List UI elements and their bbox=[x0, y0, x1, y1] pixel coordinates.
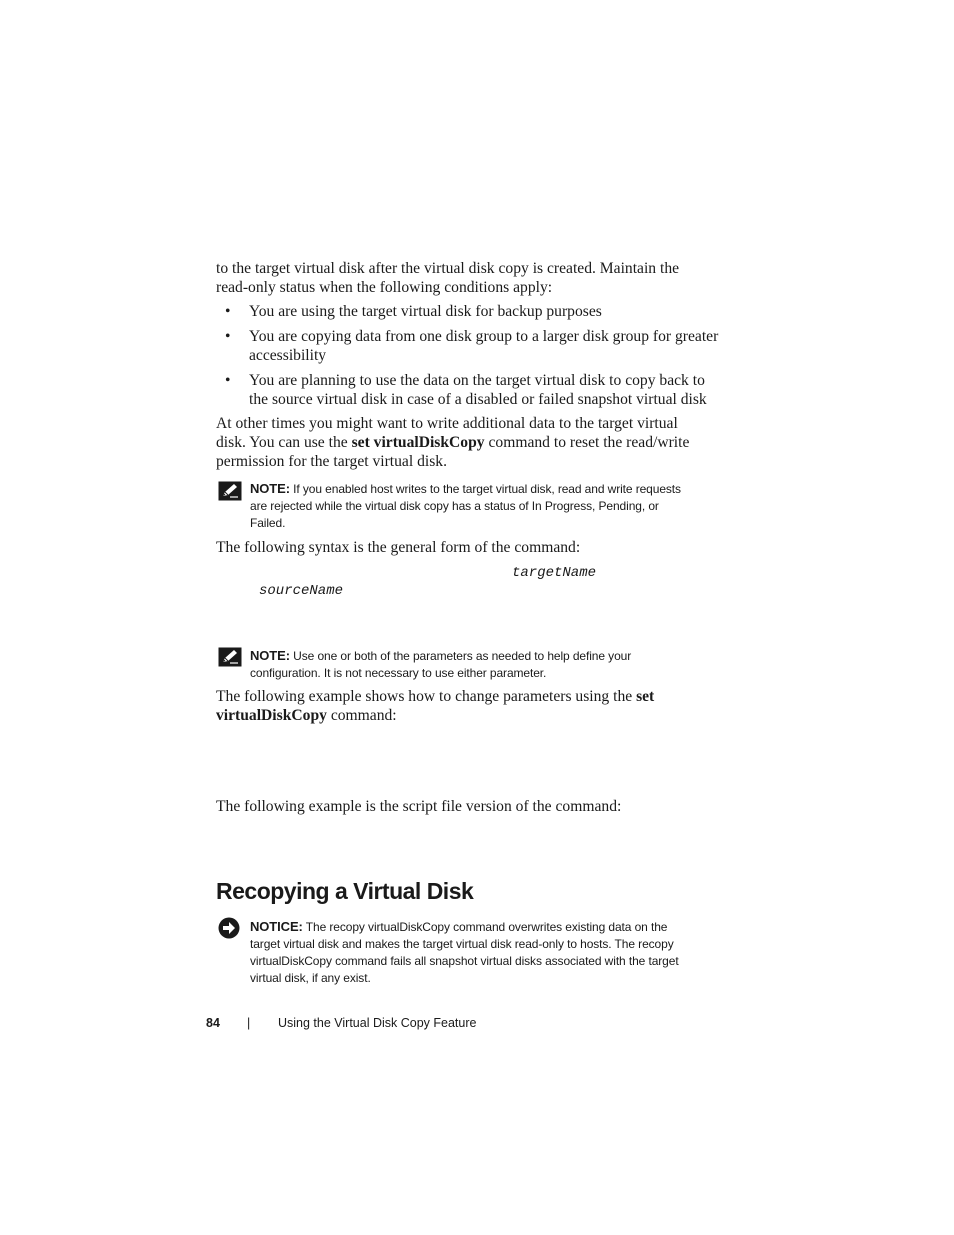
command-name: set bbox=[636, 688, 655, 705]
arrow-notice-icon bbox=[218, 917, 240, 939]
text: The bbox=[302, 920, 330, 934]
example-paragraph bbox=[216, 687, 736, 725]
text: The following example shows how to change parameters using the bbox=[216, 688, 637, 705]
page-number: 84 bbox=[206, 1016, 220, 1030]
pencil-note-icon bbox=[218, 647, 242, 667]
text: disk. You can use the bbox=[216, 434, 352, 451]
notice-line bbox=[250, 936, 720, 953]
command-name: recopy bbox=[638, 937, 674, 951]
pencil-note-icon bbox=[218, 481, 242, 501]
notice-line bbox=[250, 918, 720, 936]
list-item bbox=[249, 371, 729, 409]
bullet-marker: • bbox=[225, 303, 231, 320]
list-item bbox=[249, 302, 729, 321]
list-item-line: the source virtual disk in case of a disabled or failed snapshot virtual disk bbox=[249, 391, 707, 408]
paragraph-line: At other times you might want to write additional data to the target virtual bbox=[216, 415, 678, 432]
notice-block bbox=[250, 918, 720, 987]
list-item-line: accessibility bbox=[249, 347, 327, 364]
list-item-line: You are planning to use the data on the target virtual disk to copy back to bbox=[249, 372, 705, 389]
bullet-marker: • bbox=[225, 328, 231, 345]
notice-label: NOTICE: bbox=[250, 919, 303, 934]
intro-line-1: to the target virtual disk after the virtual disk copy is created. Maintain the bbox=[216, 260, 680, 277]
note-line bbox=[250, 480, 720, 498]
text: target virtual disk and makes the target virtual disk read-only to hosts. The bbox=[250, 937, 639, 951]
text: command overwrites existing data on the bbox=[449, 920, 668, 934]
section-title: Recopying a Virtual Disk bbox=[216, 878, 474, 904]
paragraph-line bbox=[216, 687, 736, 706]
bullet-marker: • bbox=[225, 372, 231, 389]
intro-line-2: read-only status when the following conditions apply: bbox=[216, 279, 553, 296]
command-name: recopy virtualDiskCopy bbox=[329, 920, 450, 934]
list-item bbox=[249, 327, 729, 365]
text: If you enabled host writes to the target virtual disk, read and write requests bbox=[289, 482, 681, 496]
list-item-line: You are copying data from one disk group to a larger disk group for greater bbox=[249, 328, 719, 345]
note-label: NOTE: bbox=[250, 648, 290, 663]
paragraph-line: permission for the target virtual disk. bbox=[216, 453, 447, 470]
intro-paragraph bbox=[216, 259, 736, 297]
note-line bbox=[250, 647, 720, 665]
note-label: NOTE: bbox=[250, 481, 290, 496]
text: command to reset the read/write bbox=[484, 434, 690, 451]
list-item-line: You are using the target virtual disk for backup purposes bbox=[249, 303, 602, 320]
note-line: Failed. bbox=[250, 516, 286, 530]
paragraph-line bbox=[216, 433, 736, 452]
notice-line: virtual disk, if any exist. bbox=[250, 971, 371, 985]
command-name: set virtualDiskCopy bbox=[351, 434, 485, 451]
syntax-source-name: sourceName bbox=[259, 583, 344, 599]
note-block bbox=[250, 647, 720, 682]
footer-chapter-title: Using the Virtual Disk Copy Feature bbox=[278, 1016, 477, 1030]
syntax-target-name: targetName bbox=[512, 565, 597, 581]
paragraph-line bbox=[216, 706, 736, 725]
note-line: are rejected while the virtual disk copy has a status of In Progress, Pending, or bbox=[250, 499, 659, 513]
text: command fails all snapshot virtual disks associated with the target bbox=[331, 954, 679, 968]
note-line: configuration. It is not necessary to use either parameter. bbox=[250, 666, 547, 680]
permission-paragraph bbox=[216, 414, 736, 471]
syntax-intro: The following syntax is the general form of the command: bbox=[216, 539, 581, 556]
text: Use one or both of the parameters as needed to help define your bbox=[289, 649, 632, 663]
command-name: virtualDiskCopy bbox=[216, 707, 327, 724]
note-block bbox=[250, 480, 720, 532]
script-example-paragraph: The following example is the script file version of the command: bbox=[216, 798, 622, 815]
command-name: virtualDiskCopy bbox=[250, 954, 332, 968]
text: command: bbox=[326, 707, 397, 724]
footer-separator: | bbox=[247, 1016, 251, 1030]
notice-line bbox=[250, 953, 720, 970]
